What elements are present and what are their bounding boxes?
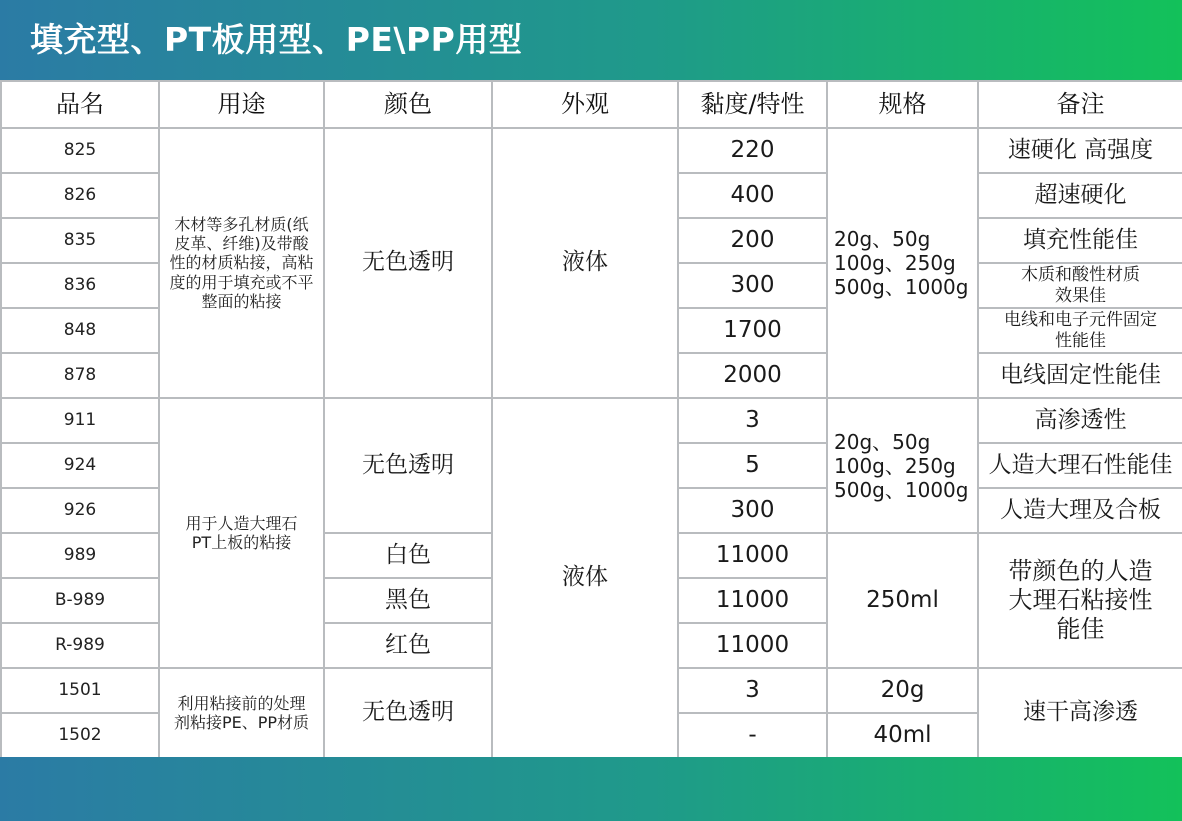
viscosity-cell: 2000 bbox=[678, 353, 827, 398]
header-viscosity: 黏度/特性 bbox=[678, 81, 827, 128]
remark-cell: 速硬化 高强度 bbox=[978, 128, 1182, 173]
product-code: 878 bbox=[1, 353, 159, 398]
product-spec-table bbox=[0, 80, 1182, 759]
color-cell: 无色透明 bbox=[324, 668, 492, 758]
product-code: 826 bbox=[1, 173, 159, 218]
product-code: 911 bbox=[1, 398, 159, 443]
color-cell: 白色 bbox=[324, 533, 492, 578]
product-code: 848 bbox=[1, 308, 159, 353]
viscosity-cell: 300 bbox=[678, 263, 827, 308]
usage-cell: 用于人造大理石 PT上板的粘接 bbox=[159, 398, 324, 668]
product-code: 835 bbox=[1, 218, 159, 263]
viscosity-cell: 200 bbox=[678, 218, 827, 263]
remark-cell: 填充性能佳 bbox=[978, 218, 1182, 263]
product-code: B-989 bbox=[1, 578, 159, 623]
viscosity-cell: 5 bbox=[678, 443, 827, 488]
page-title: 填充型、PT板用型、PE\PP用型 bbox=[30, 20, 523, 59]
viscosity-cell: 400 bbox=[678, 173, 827, 218]
remark-cell: 电线和电子元件固定 性能佳 bbox=[978, 308, 1182, 353]
color-cell: 无色透明 bbox=[324, 128, 492, 398]
product-code: 926 bbox=[1, 488, 159, 533]
table-row bbox=[1, 128, 1182, 173]
remark-cell: 带颜色的人造 大理石粘接性 能佳 bbox=[978, 533, 1182, 668]
remark-cell: 超速硬化 bbox=[978, 173, 1182, 218]
viscosity-cell: 1700 bbox=[678, 308, 827, 353]
spec-cell: 40ml bbox=[827, 713, 978, 758]
remark-cell: 人造大理及合板 bbox=[978, 488, 1182, 533]
viscosity-cell: 3 bbox=[678, 398, 827, 443]
product-code: 825 bbox=[1, 128, 159, 173]
viscosity-cell: 11000 bbox=[678, 623, 827, 668]
viscosity-cell: 11000 bbox=[678, 578, 827, 623]
appearance-cell: 液体 bbox=[492, 128, 678, 398]
color-cell: 黑色 bbox=[324, 578, 492, 623]
header-spec: 规格 bbox=[827, 81, 978, 128]
product-code: R-989 bbox=[1, 623, 159, 668]
remark-cell: 高渗透性 bbox=[978, 398, 1182, 443]
header-product-name: 品名 bbox=[1, 81, 159, 128]
remark-cell: 木质和酸性材质 效果佳 bbox=[978, 263, 1182, 308]
header-row bbox=[1, 81, 1182, 128]
usage-cell: 木材等多孔材质(纸 皮革、纤维)及带酸 性的材质粘接，高粘 度的用于填充或不平 整面的粘接 bbox=[159, 128, 324, 398]
spec-cell: 20g bbox=[827, 668, 978, 713]
usage-cell: 利用粘接前的处理 剂粘接PE、PP材质 bbox=[159, 668, 324, 758]
color-cell: 无色透明 bbox=[324, 398, 492, 533]
viscosity-cell: 300 bbox=[678, 488, 827, 533]
header-usage: 用途 bbox=[159, 81, 324, 128]
remark-cell: 速干高渗透 bbox=[978, 668, 1182, 758]
viscosity-cell: 11000 bbox=[678, 533, 827, 578]
header-appearance: 外观 bbox=[492, 81, 678, 128]
viscosity-cell: 3 bbox=[678, 668, 827, 713]
viscosity-cell: - bbox=[678, 713, 827, 758]
footer-banner bbox=[0, 757, 1182, 821]
appearance-cell: 液体 bbox=[492, 398, 678, 758]
color-cell: 红色 bbox=[324, 623, 492, 668]
product-code: 836 bbox=[1, 263, 159, 308]
viscosity-cell: 220 bbox=[678, 128, 827, 173]
spec-cell: 20g、50g 100g、250g 500g、1000g bbox=[827, 128, 978, 398]
remark-cell: 人造大理石性能佳 bbox=[978, 443, 1182, 488]
product-code: 924 bbox=[1, 443, 159, 488]
header-banner bbox=[0, 0, 1182, 80]
spec-cell: 20g、50g 100g、250g 500g、1000g bbox=[827, 398, 978, 533]
product-code: 989 bbox=[1, 533, 159, 578]
header-color: 颜色 bbox=[324, 81, 492, 128]
remark-cell: 电线固定性能佳 bbox=[978, 353, 1182, 398]
table-row bbox=[1, 398, 1182, 443]
product-code: 1501 bbox=[1, 668, 159, 713]
spec-cell: 250ml bbox=[827, 533, 978, 668]
product-code: 1502 bbox=[1, 713, 159, 758]
header-remarks: 备注 bbox=[978, 81, 1182, 128]
